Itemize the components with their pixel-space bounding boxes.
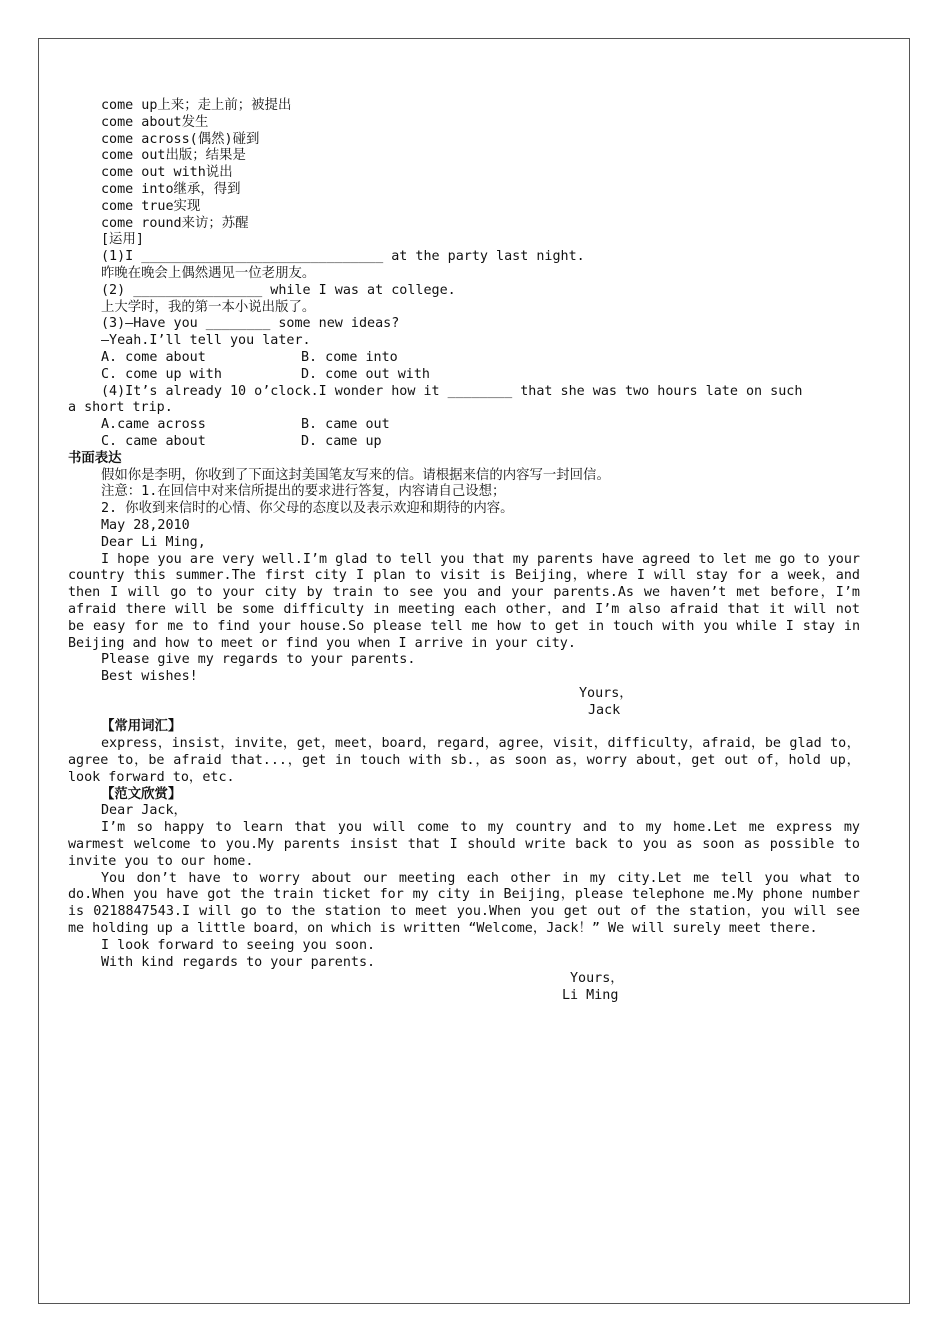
option-a: A. come about bbox=[101, 349, 206, 365]
phrase-come-out-with: come out with说出 bbox=[101, 165, 233, 181]
option-d: D. came up bbox=[301, 433, 382, 449]
letter-regards: Please give my regards to your parents. bbox=[101, 652, 416, 668]
question-1: (1)I ______________________________ at the party last night. bbox=[101, 249, 585, 265]
letter-greeting: Dear Li Ming, bbox=[101, 534, 206, 550]
writing-note-1: 注意：1.在回信中对来信所提出的要求进行答复，内容请自己设想； bbox=[101, 484, 506, 500]
option-b: B. come into bbox=[301, 349, 398, 365]
sample-paragraph-4: With kind regards to your parents. bbox=[101, 954, 376, 970]
phrase-come-into: come into继承，得到 bbox=[101, 181, 241, 197]
question-4-continued: a short trip. bbox=[68, 400, 173, 416]
question-2: (2) ________________ while I was at college. bbox=[101, 282, 456, 298]
sample-paragraph-3: I look forward to seeing you soon. bbox=[101, 937, 376, 953]
sample-heading: 【范文欣赏】 bbox=[101, 786, 182, 802]
sample-signature: Li Ming bbox=[562, 988, 619, 1004]
letter-wishes: Best wishes! bbox=[101, 669, 198, 685]
phrase-come-out: come out出版；结果是 bbox=[101, 148, 246, 164]
writing-task: 假如你是李明，你收到了下面这封美国笔友写来的信。请根据来信的内容写一封回信。 bbox=[101, 467, 610, 483]
phrase-come-round: come round来访；苏醒 bbox=[101, 215, 249, 231]
letter-closing: Yours， bbox=[579, 685, 633, 701]
sample-paragraph-1: I’m so happy to learn that you will come to my country and to my home.Let me express my warmest welcome to you.My parents insist that I should write back to you as soon as possible to invite you to our home. bbox=[68, 820, 860, 869]
option-c: C. came about bbox=[101, 433, 206, 449]
question-1-chinese: 昨晚在晚会上偶然遇见一位老朋友。 bbox=[101, 265, 316, 281]
writing-heading: 书面表达 bbox=[68, 450, 122, 466]
document-body bbox=[68, 98, 860, 1005]
letter-body: I hope you are very well.I’m glad to tell you that my parents have agreed to let me go to your country this summer.The first city I plan to visit is Beijing，where I will stay for a week，and then I will go to your city by train to see you and your parents.As we haven’t met before，I’m afraid there will be some difficulty in meeting each other，and I’m also afraid that it will not be easy for me to find your house.So please tell me how to get in touch with you while I stay in Beijing and how to meet or find you when I arrive in your city. bbox=[68, 551, 860, 651]
vocab-heading: 【常用词汇】 bbox=[101, 719, 182, 735]
phrase-come-about: come about发生 bbox=[101, 114, 209, 130]
question-3-options-row-1 bbox=[68, 350, 860, 367]
practice-heading: [运用] bbox=[101, 232, 144, 248]
phrase-come-true: come true实现 bbox=[101, 198, 201, 214]
letter-date: May 28,2010 bbox=[101, 517, 190, 533]
question-3-options-row-2 bbox=[68, 367, 860, 384]
option-c: C. come up with bbox=[101, 366, 222, 382]
question-4: (4)It’s already 10 o’clock.I wonder how it ________ that she was two hours late on such bbox=[101, 383, 803, 399]
question-3: (3)—Have you ________ some new ideas? bbox=[101, 316, 400, 332]
question-4-options-row-2 bbox=[68, 434, 860, 451]
question-4-options-row-1 bbox=[68, 417, 860, 434]
question-2-chinese: 上大学时，我的第一本小说出版了。 bbox=[101, 299, 316, 315]
sample-greeting: Dear Jack， bbox=[101, 803, 187, 819]
vocab-text: express，insist，invite，get，meet，board，regard，agree，visit，difficulty，afraid，be glad to，agree to，be afraid that...，get in touch with sb.，as soon as，worry about，get out of，hold up，look forward to，etc. bbox=[68, 736, 860, 785]
question-3-reply: —Yeah.I’ll tell you later. bbox=[101, 333, 311, 349]
phrase-come-across: come across(偶然)碰到 bbox=[101, 131, 260, 147]
sample-closing: Yours， bbox=[570, 971, 624, 987]
writing-note-2: 2. 你收到来信时的心情、你父母的态度以及表示欢迎和期待的内容。 bbox=[101, 501, 514, 517]
option-b: B. came out bbox=[301, 417, 390, 433]
letter-signature: Jack bbox=[588, 702, 621, 718]
phrase-come-up: come up上来；走上前；被提出 bbox=[101, 98, 292, 113]
option-a: A.came across bbox=[101, 417, 206, 433]
sample-paragraph-2: You don’t have to worry about our meeting each other in my city.Let me tell you what to do.When you have got the train ticket for my city in Beijing，please telephone me.My phone number is 0218847543.I will go to the station to meet you.When you get out of the station，you will see me holding up a little board，on which is written “Welcome，Jack！” We will surely meet there. bbox=[68, 870, 860, 937]
option-d: D. come out with bbox=[301, 366, 430, 382]
